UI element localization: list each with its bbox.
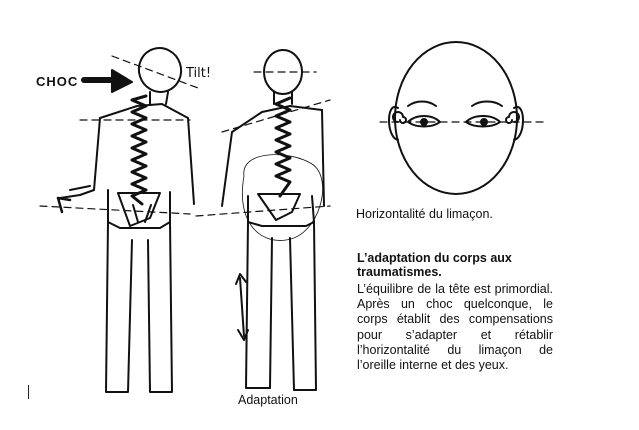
face-caption: Horizontalité du limaçon. [356,207,493,221]
body-paragraph: L’équilibre de la tête est primordial. Après un choc quelconque, le corps établit des compensations pour s’adapter et rétablir l’horizontalité du limaçon de l’oreille interne et des yeux. [357,282,553,373]
section-heading: L’adaptation du corps aux traumatismes. [357,251,512,279]
face-illustration [380,42,544,194]
figure-left-body [58,43,194,392]
figure-middle-body [222,50,324,390]
choc-label: CHOC [36,74,79,89]
choc-arrow [84,70,132,92]
tilt-label: Tilt! [186,66,212,81]
figure-left-spine [132,96,146,204]
margin-mark [28,385,29,399]
adaptation-caption: Adaptation [238,393,298,407]
figure-middle-spine [276,98,290,196]
